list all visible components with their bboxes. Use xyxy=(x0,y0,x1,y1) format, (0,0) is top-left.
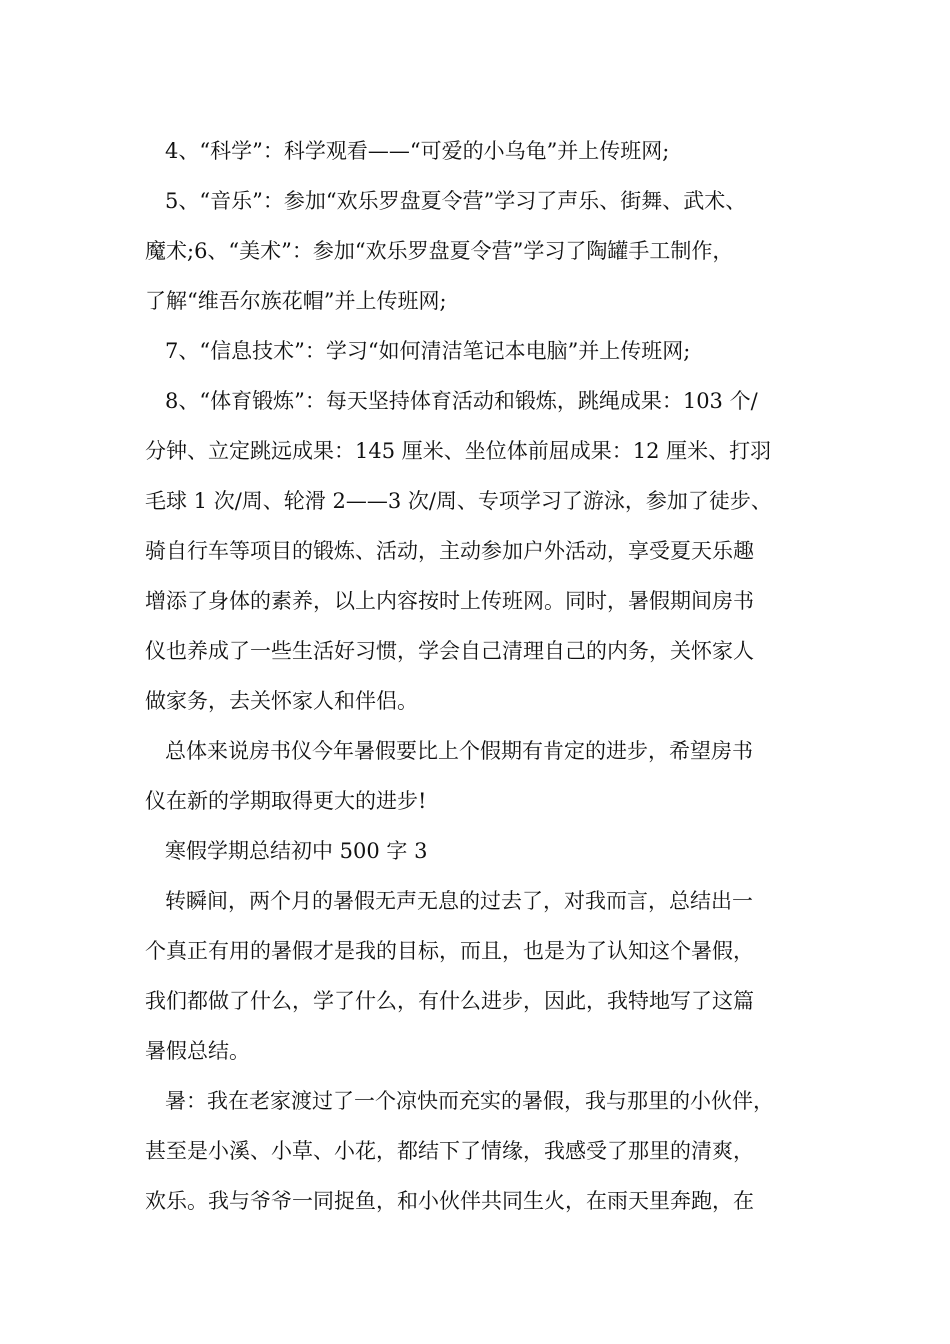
paragraph-line: 暑假总结。 xyxy=(145,1039,250,1063)
paragraph-line: 仪也养成了一些生活好习惯，学会自己清理自己的内务，关怀家人 xyxy=(145,639,754,663)
paragraph-line: 总体来说房书仪今年暑假要比上个假期有肯定的进步，希望房书 xyxy=(165,739,753,763)
paragraph-line: 了解“维吾尔族花帽”并上传班网; xyxy=(145,289,447,313)
document-body xyxy=(145,126,825,1226)
paragraph-line: 魔术;6、“美术”：参加“欢乐罗盘夏令营”学习了陶罐手工制作， xyxy=(145,239,734,263)
paragraph-line: 分钟、立定跳远成果：145 厘米、坐位体前屈成果：12 厘米、打羽 xyxy=(145,439,772,463)
paragraph-line: 8、“体育锻炼”：每天坚持体育活动和锻炼，跳绳成果：103 个/ xyxy=(165,389,758,413)
paragraph-line: 个真正有用的暑假才是我的目标，而且，也是为了认知这个暑假， xyxy=(145,939,754,963)
paragraph-line: 暑：我在老家渡过了一个凉快而充实的暑假，我与那里的小伙伴， xyxy=(165,1089,774,1113)
section-heading: 寒假学期总结初中 500 字 3 xyxy=(165,839,428,863)
paragraph-line: 增添了身体的素养，以上内容按时上传班网。同时，暑假期间房书 xyxy=(145,589,754,613)
paragraph-line: 我们都做了什么，学了什么，有什么进步，因此，我特地写了这篇 xyxy=(145,989,754,1013)
paragraph-line: 4、“科学”：科学观看——“可爱的小乌龟”并上传班网; xyxy=(165,139,670,163)
paragraph-line: 做家务，去关怀家人和伴侣。 xyxy=(145,689,418,713)
paragraph-line: 仪在新的学期取得更大的进步! xyxy=(145,789,427,813)
paragraph-line: 毛球 1 次/周、轮滑 2——3 次/周、专项学习了游泳，参加了徒步、 xyxy=(145,489,772,513)
paragraph-line: 骑自行车等项目的锻炼、活动，主动参加户外活动，享受夏天乐趣 xyxy=(145,539,754,563)
paragraph-line: 5、“音乐”：参加“欢乐罗盘夏令营”学习了声乐、街舞、武术、 xyxy=(165,189,747,213)
paragraph-line: 转瞬间，两个月的暑假无声无息的过去了，对我而言，总结出一 xyxy=(165,889,753,913)
paragraph-line: 7、“信息技术”：学习“如何清洁笔记本电脑”并上传班网; xyxy=(165,339,691,363)
paragraph-line: 欢乐。我与爷爷一同捉鱼，和小伙伴共同生火，在雨天里奔跑，在 xyxy=(145,1189,754,1213)
paragraph-line: 甚至是小溪、小草、小花，都结下了情缘，我感受了那里的清爽， xyxy=(145,1139,754,1163)
